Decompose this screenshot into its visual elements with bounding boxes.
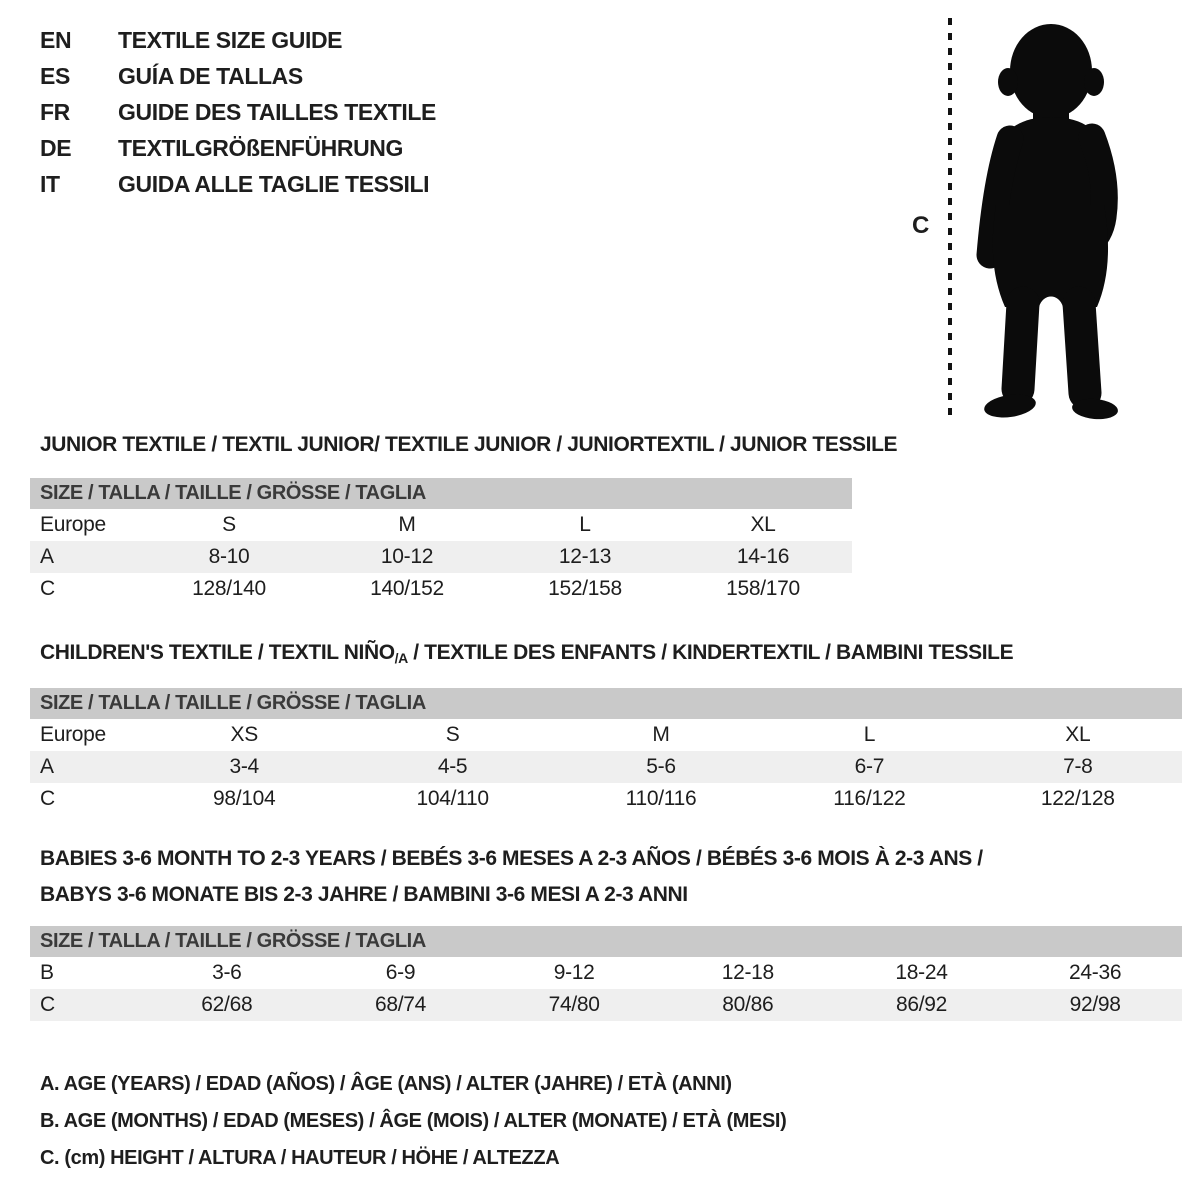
children-title-subscript: /A	[394, 650, 408, 666]
children-title-post: / TEXTILE DES ENFANTS / KINDERTEXTIL / BAMBINI TESSILE	[407, 641, 1014, 664]
language-code: FR	[40, 98, 70, 125]
table-cell: L	[579, 513, 591, 536]
toddler-silhouette-image	[960, 16, 1138, 422]
junior-section-title: JUNIOR TEXTILE / TEXTIL JUNIOR/ TEXTILE JUNIOR / JUNIORTEXTIL / JUNIOR TESSILE	[40, 433, 898, 456]
row-label: Europe	[40, 723, 106, 746]
table-cell: 86/92	[895, 993, 948, 1016]
language-row-it	[40, 166, 436, 202]
table-cell: 18-24	[895, 961, 948, 984]
table-cell: 6-7	[854, 755, 885, 778]
table-cell: 92/98	[1069, 993, 1121, 1016]
table-cell: 104/110	[416, 787, 489, 810]
table-cell: 152/158	[548, 577, 622, 600]
table-cell: 5-6	[646, 755, 676, 778]
babies-section-title	[40, 841, 983, 913]
language-row-es	[40, 58, 436, 94]
table-row	[30, 751, 1182, 783]
legend-age-months: B. AGE (MONTHS) / EDAD (MESES) / ÂGE (MOIS) / ALTER (MONATE) / ETÀ (MESI)	[40, 1110, 787, 1132]
table-cell: 128/140	[192, 577, 266, 600]
language-row-de	[40, 130, 436, 166]
language-code: DE	[40, 134, 72, 161]
table-row	[30, 541, 852, 573]
table-cell: 74/80	[548, 993, 600, 1016]
legend-height-cm: C. (cm) HEIGHT / ALTURA / HAUTEUR / HÖHE / ALTEZZA	[40, 1147, 560, 1169]
row-label: B	[40, 961, 54, 984]
table-cell: 68/74	[374, 993, 427, 1016]
height-measure-label: C	[912, 212, 930, 239]
size-header-row: SIZE / TALLA / TAILLE / GRÖSSE / TAGLIA	[30, 688, 1182, 719]
table-cell: XL	[750, 513, 776, 536]
row-label: C	[40, 993, 55, 1016]
table-cell: 80/86	[722, 993, 774, 1016]
table-cell: 116/122	[833, 787, 906, 810]
table-cell: 24-36	[1069, 961, 1122, 984]
table-cell: M	[398, 513, 416, 536]
language-row-en	[40, 22, 436, 58]
table-cell: S	[222, 513, 236, 536]
language-list	[40, 22, 436, 202]
guide-title-de: TEXTILGRÖßENFÜHRUNG	[118, 134, 403, 161]
babies-title-line2: BABYS 3-6 MONATE BIS 2-3 JAHRE / BAMBINI 3-6 MESI A 2-3 ANNI	[40, 883, 688, 906]
table-cell: XL	[1065, 723, 1091, 746]
table-row	[30, 783, 1182, 815]
table-cell: 8-10	[208, 545, 250, 568]
language-code: IT	[40, 170, 60, 197]
table-cell: 3-6	[212, 961, 242, 984]
children-section-title	[40, 641, 1013, 666]
table-cell: L	[863, 723, 876, 746]
table-cell: S	[445, 723, 460, 746]
table-cell: 140/152	[370, 577, 444, 600]
measurement-legend	[40, 1066, 786, 1177]
table-row	[30, 573, 852, 605]
table-cell: 62/68	[201, 993, 253, 1016]
guide-title-fr: GUIDE DES TAILLES TEXTILE	[118, 98, 436, 125]
table-cell: XS	[230, 723, 258, 746]
guide-title-en: TEXTILE SIZE GUIDE	[118, 26, 343, 53]
language-code: ES	[40, 62, 70, 89]
language-code: EN	[40, 26, 72, 53]
row-label: A	[40, 755, 54, 778]
table-cell: 158/170	[726, 577, 800, 600]
babies-size-table	[30, 926, 1182, 1021]
table-cell: 9-12	[553, 961, 595, 984]
table-cell: M	[652, 723, 670, 746]
row-label: A	[40, 545, 54, 568]
junior-size-table	[30, 478, 852, 605]
language-row-fr	[40, 94, 436, 130]
table-cell: 4-5	[437, 755, 468, 778]
table-cell: 3-4	[229, 755, 259, 778]
table-cell: 12-18	[721, 961, 774, 984]
table-cell: 7-8	[1063, 755, 1093, 778]
height-dashed-line	[948, 18, 952, 416]
table-row	[30, 957, 1182, 989]
table-cell: 14-16	[736, 545, 790, 568]
table-cell: 6-9	[385, 961, 416, 984]
size-header-row: SIZE / TALLA / TAILLE / GRÖSSE / TAGLIA	[30, 926, 1182, 957]
children-title-pre: CHILDREN'S TEXTILE / TEXTIL NIÑO	[40, 641, 395, 664]
table-row	[30, 989, 1182, 1021]
guide-title-it: GUIDA ALLE TAGLIE TESSILI	[118, 170, 430, 197]
table-row	[30, 509, 852, 541]
size-header-row: SIZE / TALLA / TAILLE / GRÖSSE / TAGLIA	[30, 478, 852, 509]
row-label: C	[40, 787, 55, 810]
legend-age-years: A. AGE (YEARS) / EDAD (AÑOS) / ÂGE (ANS) / ALTER (JAHRE) / ETÀ (ANNI)	[40, 1073, 732, 1095]
row-label: Europe	[40, 513, 106, 536]
table-row	[30, 719, 1182, 751]
table-cell: 110/116	[625, 787, 697, 810]
table-cell: 12-13	[558, 545, 612, 568]
row-label: C	[40, 577, 55, 600]
babies-title-line1: BABIES 3-6 MONTH TO 2-3 YEARS / BEBÉS 3-6 MESES A 2-3 AÑOS / BÉBÉS 3-6 MOIS À 2-3 ANS /	[40, 847, 983, 870]
children-size-table	[30, 688, 1182, 815]
table-cell: 10-12	[380, 545, 434, 568]
guide-title-es: GUÍA DE TALLAS	[118, 62, 303, 89]
table-cell: 98/104	[212, 787, 276, 810]
table-cell: 122/128	[1040, 787, 1115, 810]
